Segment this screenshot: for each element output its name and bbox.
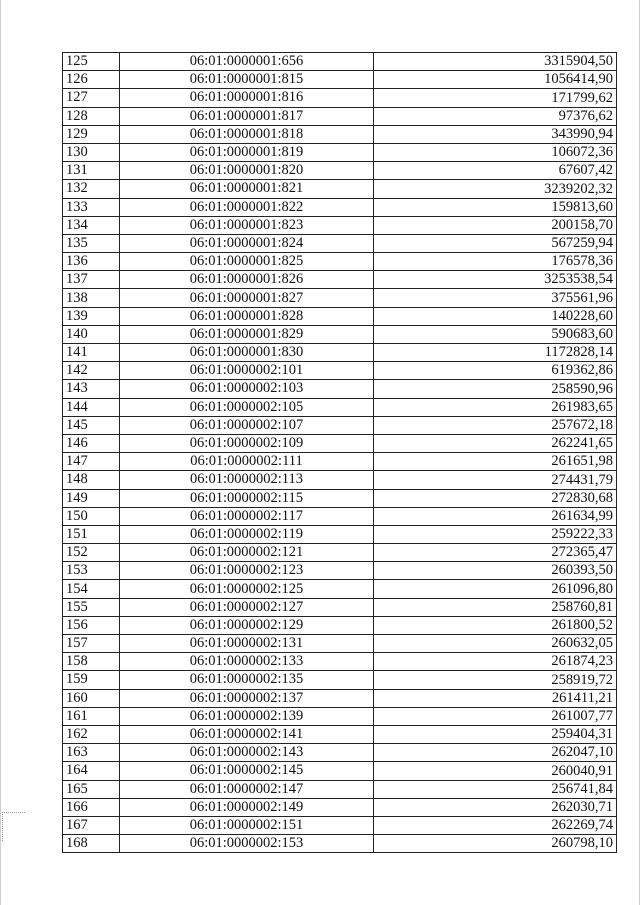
row-number-cell: 135 <box>63 234 120 252</box>
table-row <box>63 89 617 107</box>
cadastral-value-cell: 1056414,90 <box>374 71 617 89</box>
cadastral-number-cell: 06:01:0000001:827 <box>120 289 374 307</box>
cadastral-value-cell: 261874,23 <box>374 653 617 671</box>
table-row <box>63 707 617 725</box>
row-number-cell: 160 <box>63 689 120 707</box>
table-row <box>63 525 617 543</box>
row-number-cell: 154 <box>63 580 120 598</box>
cadastral-number-cell: 06:01:0000002:141 <box>120 725 374 743</box>
table-row <box>63 180 617 198</box>
cadastral-number-cell: 06:01:0000002:147 <box>120 780 374 798</box>
row-number-cell: 132 <box>63 180 120 198</box>
table-row <box>63 271 617 289</box>
cadastral-value-cell: 1172828,14 <box>374 344 617 362</box>
cadastral-value-cell: 67607,42 <box>374 162 617 180</box>
cadastral-value-cell: 272365,47 <box>374 544 617 562</box>
cadastral-number-cell: 06:01:0000002:143 <box>120 744 374 762</box>
cadastral-number-cell: 06:01:0000002:103 <box>120 380 374 398</box>
cadastral-value-cell: 567259,94 <box>374 234 617 252</box>
row-number-cell: 126 <box>63 71 120 89</box>
table-row <box>63 125 617 143</box>
scan-margin-mark <box>2 812 25 841</box>
row-number-cell: 151 <box>63 525 120 543</box>
row-number-cell: 131 <box>63 162 120 180</box>
table-row <box>63 689 617 707</box>
cadastral-value-cell: 259222,33 <box>374 525 617 543</box>
cadastral-number-cell: 06:01:0000002:107 <box>120 416 374 434</box>
cadastral-value-cell: 260393,50 <box>374 562 617 580</box>
row-number-cell: 140 <box>63 325 120 343</box>
cadastral-value-cell: 3253538,54 <box>374 271 617 289</box>
cadastral-value-cell: 262030,71 <box>374 798 617 816</box>
cadastral-number-cell: 06:01:0000002:135 <box>120 671 374 689</box>
cadastral-number-cell: 06:01:0000002:129 <box>120 616 374 634</box>
cadastral-number-cell: 06:01:0000001:822 <box>120 198 374 216</box>
table-row <box>63 216 617 234</box>
table-row <box>63 798 617 816</box>
table-row <box>63 816 617 834</box>
row-number-cell: 162 <box>63 725 120 743</box>
cadastral-number-cell: 06:01:0000002:111 <box>120 453 374 471</box>
cadastral-number-cell: 06:01:0000002:151 <box>120 816 374 834</box>
cadastral-value-cell: 262047,10 <box>374 744 617 762</box>
cadastral-number-cell: 06:01:0000002:117 <box>120 507 374 525</box>
table-row <box>63 107 617 125</box>
table-row <box>63 471 617 489</box>
cadastral-number-cell: 06:01:0000001:828 <box>120 307 374 325</box>
cadastral-number-cell: 06:01:0000002:133 <box>120 653 374 671</box>
row-number-cell: 127 <box>63 89 120 107</box>
cadastral-number-cell: 06:01:0000002:137 <box>120 689 374 707</box>
cadastral-number-cell: 06:01:0000002:101 <box>120 362 374 380</box>
cadastral-number-cell: 06:01:0000001:656 <box>120 53 374 71</box>
cadastral-value-cell: 259404,31 <box>374 725 617 743</box>
cadastral-value-cell: 261007,77 <box>374 707 617 725</box>
cadastral-value-cell: 272830,68 <box>374 489 617 507</box>
page-edge-left <box>0 0 1 905</box>
row-number-cell: 146 <box>63 434 120 452</box>
cadastral-value-cell: 171799,62 <box>374 89 617 107</box>
table-row <box>63 635 617 653</box>
cadastral-value-cell: 176578,36 <box>374 253 617 271</box>
cadastral-number-cell: 06:01:0000002:113 <box>120 471 374 489</box>
row-number-cell: 163 <box>63 744 120 762</box>
cadastral-value-cell: 261634,99 <box>374 507 617 525</box>
cadastral-number-cell: 06:01:0000002:131 <box>120 635 374 653</box>
row-number-cell: 129 <box>63 125 120 143</box>
row-number-cell: 156 <box>63 616 120 634</box>
table-row <box>63 725 617 743</box>
table-row <box>63 344 617 362</box>
cadastral-value-cell: 262241,65 <box>374 434 617 452</box>
cadastral-number-cell: 06:01:0000002:109 <box>120 434 374 452</box>
table-row <box>63 198 617 216</box>
cadastral-value-cell: 200158,70 <box>374 216 617 234</box>
table-row <box>63 562 617 580</box>
table-row <box>63 762 617 780</box>
row-number-cell: 141 <box>63 344 120 362</box>
table-row <box>63 234 617 252</box>
cadastral-value-cell: 274431,79 <box>374 471 617 489</box>
row-number-cell: 143 <box>63 380 120 398</box>
table-row <box>63 453 617 471</box>
table-row <box>63 307 617 325</box>
cadastral-number-cell: 06:01:0000001:826 <box>120 271 374 289</box>
cadastral-number-cell: 06:01:0000002:145 <box>120 762 374 780</box>
row-number-cell: 138 <box>63 289 120 307</box>
cadastral-number-cell: 06:01:0000001:824 <box>120 234 374 252</box>
row-number-cell: 133 <box>63 198 120 216</box>
row-number-cell: 128 <box>63 107 120 125</box>
row-number-cell: 152 <box>63 544 120 562</box>
cadastral-value-cell: 140228,60 <box>374 307 617 325</box>
table-row <box>63 253 617 271</box>
table-row <box>63 653 617 671</box>
table-row <box>63 162 617 180</box>
cadastral-value-cell: 261800,52 <box>374 616 617 634</box>
cadastral-number-cell: 06:01:0000001:815 <box>120 71 374 89</box>
table-row <box>63 289 617 307</box>
table-body <box>63 53 617 853</box>
table-row <box>63 143 617 161</box>
row-number-cell: 148 <box>63 471 120 489</box>
cadastral-value-cell: 343990,94 <box>374 125 617 143</box>
cadastral-value-table <box>62 52 617 853</box>
cadastral-number-cell: 06:01:0000001:816 <box>120 89 374 107</box>
row-number-cell: 164 <box>63 762 120 780</box>
cadastral-number-cell: 06:01:0000002:149 <box>120 798 374 816</box>
row-number-cell: 167 <box>63 816 120 834</box>
table-row <box>63 744 617 762</box>
cadastral-number-cell: 06:01:0000001:818 <box>120 125 374 143</box>
cadastral-number-cell: 06:01:0000002:121 <box>120 544 374 562</box>
cadastral-number-cell: 06:01:0000002:123 <box>120 562 374 580</box>
row-number-cell: 157 <box>63 635 120 653</box>
table-row <box>63 671 617 689</box>
row-number-cell: 130 <box>63 143 120 161</box>
table-row <box>63 71 617 89</box>
cadastral-number-cell: 06:01:0000001:821 <box>120 180 374 198</box>
table-row <box>63 416 617 434</box>
table-row <box>63 580 617 598</box>
row-number-cell: 150 <box>63 507 120 525</box>
cadastral-value-cell: 257672,18 <box>374 416 617 434</box>
cadastral-number-cell: 06:01:0000001:817 <box>120 107 374 125</box>
cadastral-value-cell: 261411,21 <box>374 689 617 707</box>
cadastral-value-cell: 3315904,50 <box>374 53 617 71</box>
cadastral-number-cell: 06:01:0000002:127 <box>120 598 374 616</box>
table-row <box>63 325 617 343</box>
cadastral-value-cell: 262269,74 <box>374 816 617 834</box>
cadastral-value-cell: 261651,98 <box>374 453 617 471</box>
row-number-cell: 153 <box>63 562 120 580</box>
cadastral-number-cell: 06:01:0000001:823 <box>120 216 374 234</box>
table-row <box>63 398 617 416</box>
cadastral-value-cell: 258919,72 <box>374 671 617 689</box>
row-number-cell: 166 <box>63 798 120 816</box>
cadastral-value-cell: 256741,84 <box>374 780 617 798</box>
table-row <box>63 507 617 525</box>
cadastral-value-cell: 375561,96 <box>374 289 617 307</box>
cadastral-number-cell: 06:01:0000002:105 <box>120 398 374 416</box>
cadastral-value-cell: 260040,91 <box>374 762 617 780</box>
cadastral-value-cell: 590683,60 <box>374 325 617 343</box>
row-number-cell: 125 <box>63 53 120 71</box>
cadastral-value-cell: 260632,05 <box>374 635 617 653</box>
cadastral-number-cell: 06:01:0000001:820 <box>120 162 374 180</box>
row-number-cell: 149 <box>63 489 120 507</box>
table-row <box>63 544 617 562</box>
row-number-cell: 147 <box>63 453 120 471</box>
cadastral-number-cell: 06:01:0000001:825 <box>120 253 374 271</box>
table-row <box>63 489 617 507</box>
table-row <box>63 362 617 380</box>
row-number-cell: 168 <box>63 835 120 853</box>
cadastral-number-cell: 06:01:0000002:119 <box>120 525 374 543</box>
cadastral-number-cell: 06:01:0000001:819 <box>120 143 374 161</box>
cadastral-value-cell: 261096,80 <box>374 580 617 598</box>
cadastral-value-cell: 106072,36 <box>374 143 617 161</box>
row-number-cell: 144 <box>63 398 120 416</box>
cadastral-value-cell: 261983,65 <box>374 398 617 416</box>
cadastral-value-cell: 159813,60 <box>374 198 617 216</box>
row-number-cell: 136 <box>63 253 120 271</box>
cadastral-number-cell: 06:01:0000001:829 <box>120 325 374 343</box>
row-number-cell: 155 <box>63 598 120 616</box>
table-row <box>63 835 617 853</box>
table-row <box>63 780 617 798</box>
cadastral-value-cell: 3239202,32 <box>374 180 617 198</box>
row-number-cell: 158 <box>63 653 120 671</box>
cadastral-value-cell: 97376,62 <box>374 107 617 125</box>
row-number-cell: 161 <box>63 707 120 725</box>
row-number-cell: 145 <box>63 416 120 434</box>
row-number-cell: 159 <box>63 671 120 689</box>
cadastral-number-cell: 06:01:0000002:153 <box>120 835 374 853</box>
row-number-cell: 165 <box>63 780 120 798</box>
table-row <box>63 434 617 452</box>
cadastral-number-cell: 06:01:0000001:830 <box>120 344 374 362</box>
table-row <box>63 380 617 398</box>
table-row <box>63 598 617 616</box>
table-row <box>63 53 617 71</box>
cadastral-number-cell: 06:01:0000002:115 <box>120 489 374 507</box>
row-number-cell: 142 <box>63 362 120 380</box>
cadastral-number-cell: 06:01:0000002:139 <box>120 707 374 725</box>
cadastral-value-cell: 258590,96 <box>374 380 617 398</box>
cadastral-value-cell: 260798,10 <box>374 835 617 853</box>
row-number-cell: 137 <box>63 271 120 289</box>
row-number-cell: 134 <box>63 216 120 234</box>
row-number-cell: 139 <box>63 307 120 325</box>
cadastral-value-cell: 258760,81 <box>374 598 617 616</box>
cadastral-value-cell: 619362,86 <box>374 362 617 380</box>
cadastral-number-cell: 06:01:0000002:125 <box>120 580 374 598</box>
table-row <box>63 616 617 634</box>
